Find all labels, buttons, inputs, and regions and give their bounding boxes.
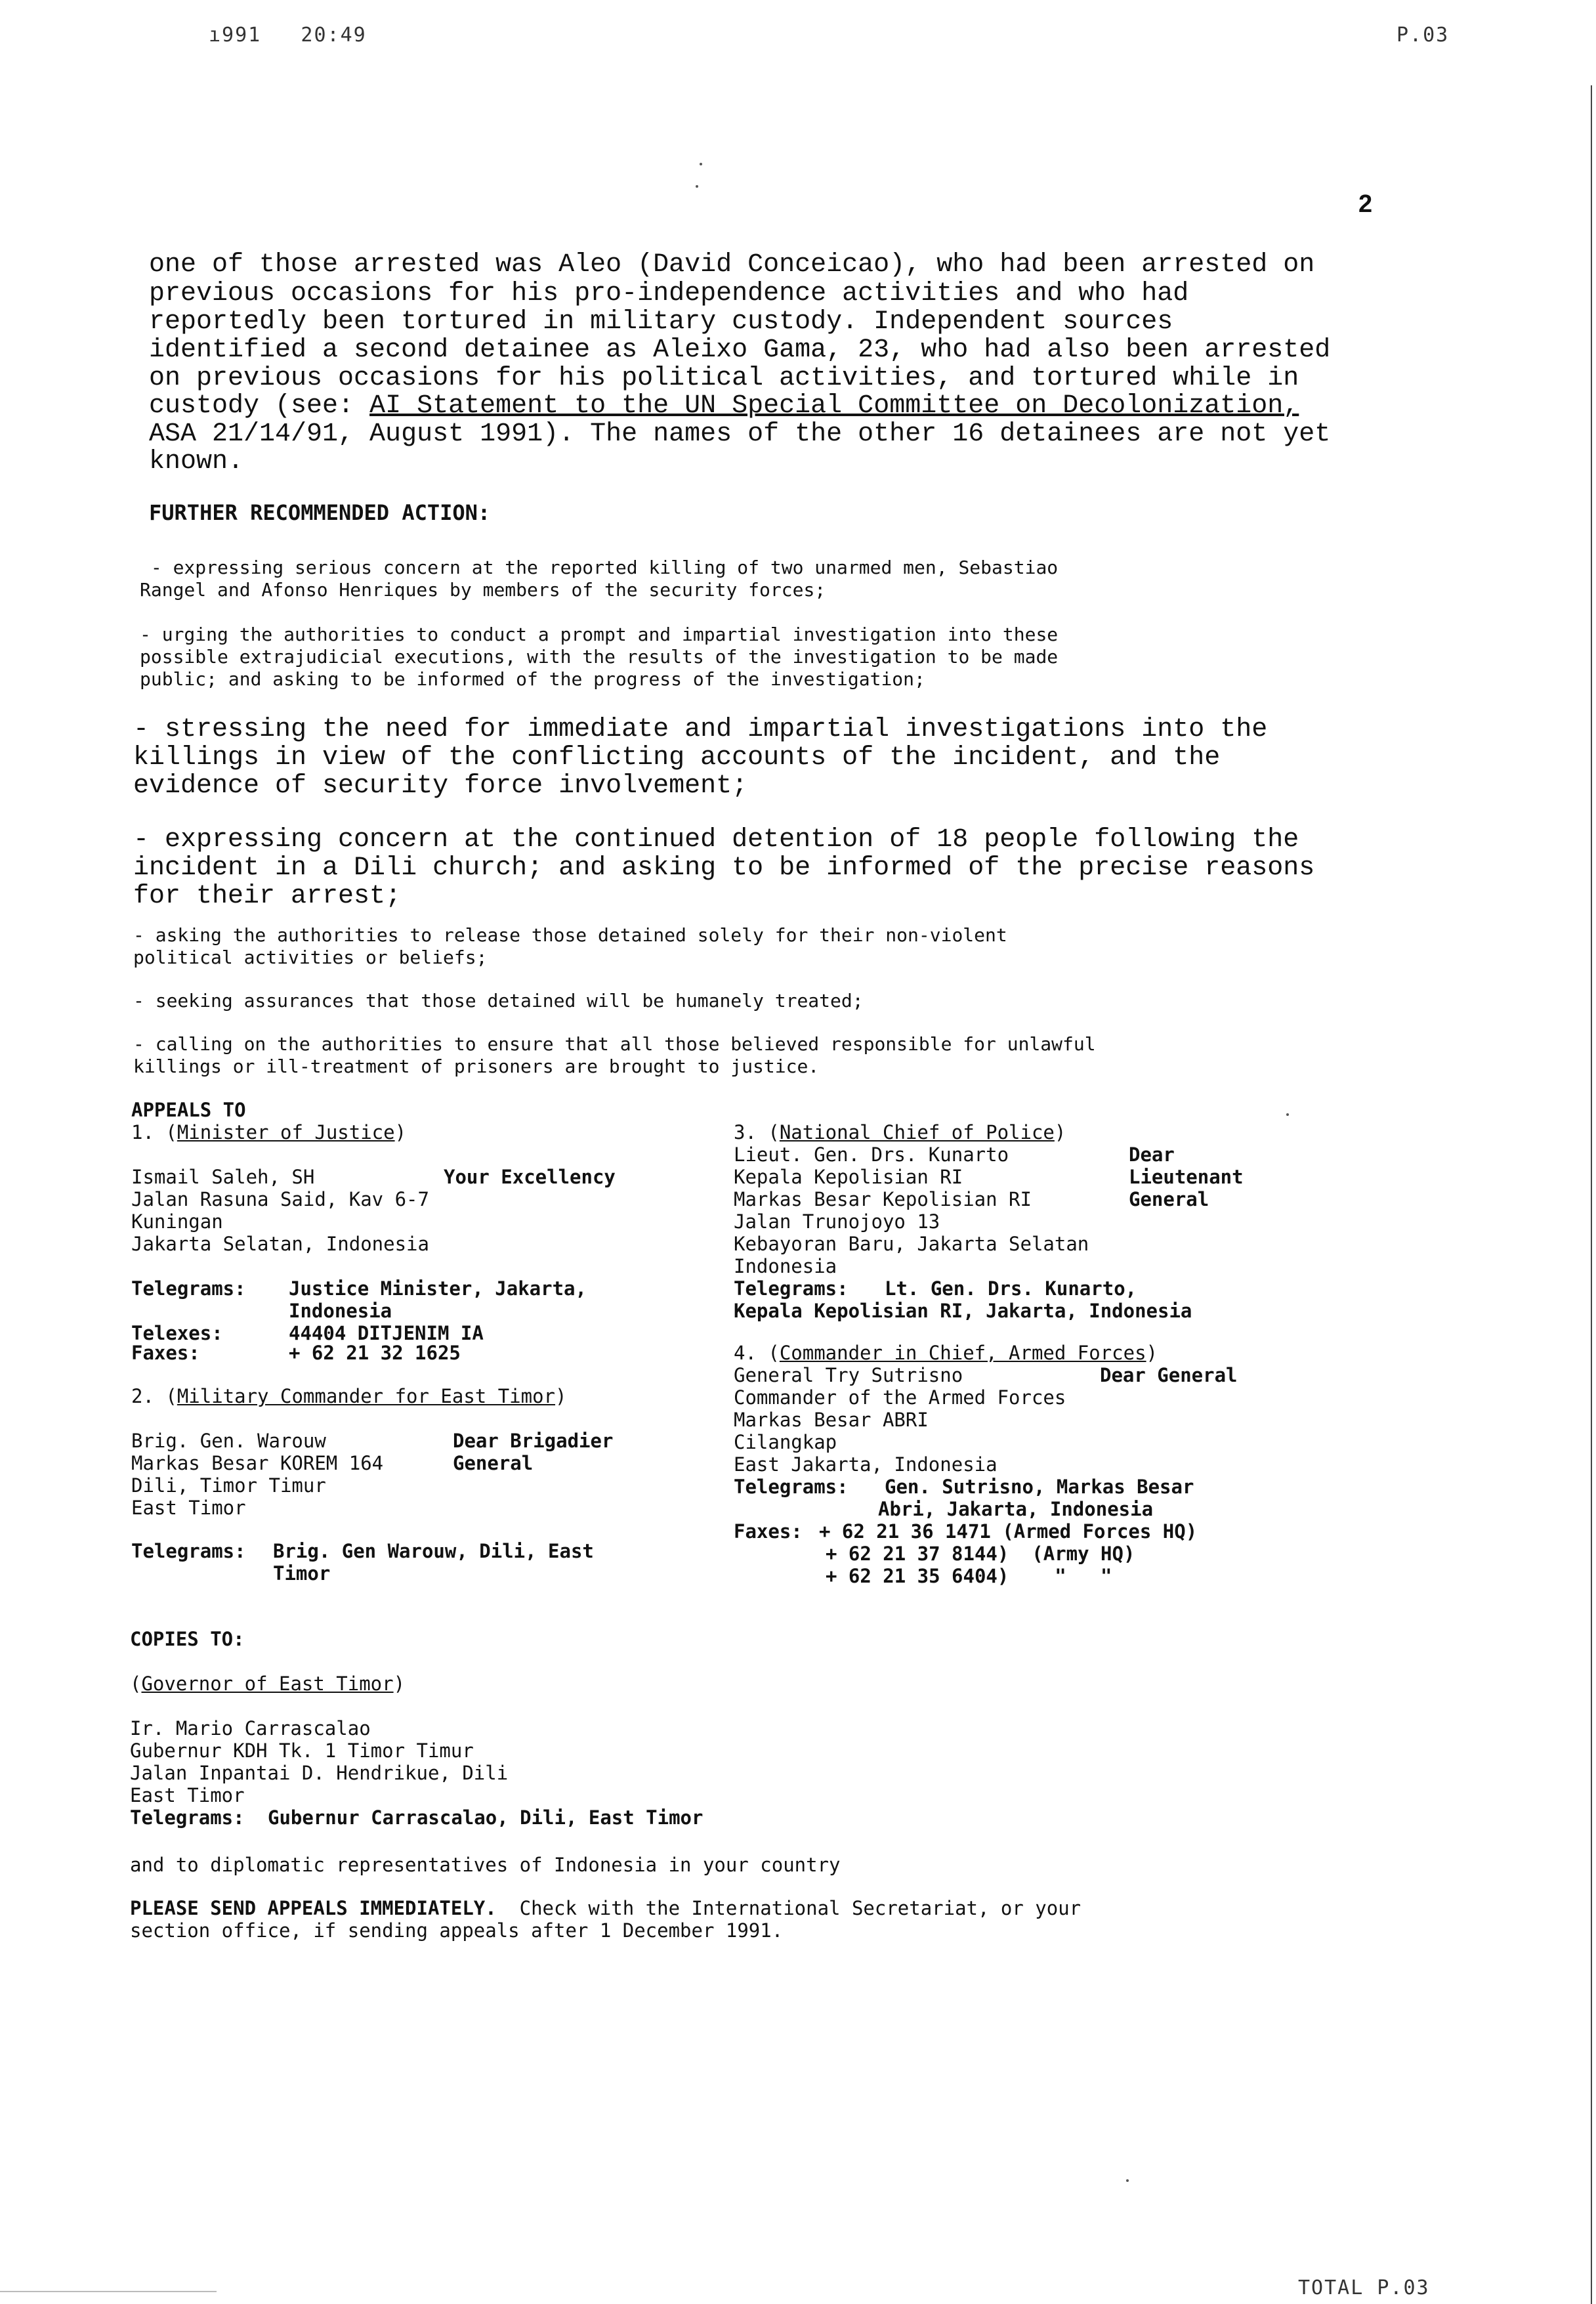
intro-line: previous occasions for his pro-independence activities and who had [149, 279, 1189, 309]
salutation: General [1129, 1188, 1209, 1210]
action-item: public; and asking to be informed of the progress of the investigation; [140, 668, 925, 690]
fax-total-pages: TOTAL P.03 [1298, 2276, 1430, 2299]
salutation: Lieutenant [1129, 1166, 1244, 1188]
address-line: East Timor [131, 1497, 246, 1519]
scan-speck [700, 163, 702, 165]
intro-line: reportedly been tortured in military custody. Independent sources [149, 307, 1173, 337]
scan-speck [696, 185, 698, 188]
address-line: Commander of the Armed Forces [734, 1386, 1066, 1409]
address-line: Jalan Inpantai D. Hendrikue, Dili [130, 1762, 509, 1784]
appeal-number: 2. ( [131, 1385, 177, 1407]
action-item: killings or ill-treatment of prisoners are brought to justice. [133, 1056, 820, 1077]
closing-line: section office, if sending appeals after 1 December 1991. [130, 1919, 784, 1942]
intro-line: identified a second detainee as Aleixo Gama, 23, who had also been arrested [149, 335, 1331, 365]
appeal-paren: ) [1146, 1342, 1158, 1364]
telegrams-value: Indonesia [289, 1300, 392, 1322]
copies-recipient-title [130, 1673, 405, 1695]
address-line: East Jakarta, Indonesia [734, 1453, 998, 1476]
further-action-heading: FURTHER RECOMMENDED ACTION: [149, 500, 491, 525]
appeal-recipient: National Chief of Police [779, 1121, 1055, 1143]
intro-line [149, 392, 1299, 421]
faxes-value: + 62 21 35 6404) " " [826, 1565, 1112, 1587]
appeal-recipient: Commander in Chief, Armed Forces [779, 1342, 1146, 1364]
closing-emphasis: PLEASE SEND APPEALS IMMEDIATELY. [130, 1897, 497, 1919]
telegrams-value: Timor [273, 1562, 331, 1585]
address-line: Markas Besar KOREM 164 [131, 1452, 384, 1474]
appeals-heading: APPEALS TO [131, 1099, 246, 1121]
action-item: - stressing the need for immediate and impartial investigations into the [133, 715, 1268, 744]
scan-edge-line [1591, 85, 1592, 2304]
faxes-label: Faxes: [734, 1520, 803, 1543]
address-line: Kepala Kepolisian RI [734, 1166, 963, 1188]
action-item: - asking the authorities to release those detained solely for their non-violent [133, 924, 1007, 946]
appeal-paren: ) [1054, 1121, 1066, 1143]
action-item: - expressing serious concern at the reported killing of two unarmed men, Sebastiao [140, 557, 1059, 578]
faxes-value: + 62 21 32 1625 [289, 1342, 461, 1364]
telegrams-label: Telegrams: [734, 1277, 849, 1300]
appeal-title [131, 1385, 566, 1407]
faxes-value: + 62 21 36 1471 (Armed Forces HQ) [819, 1520, 1198, 1543]
salutation: General [453, 1452, 534, 1474]
telexes-label: Telexes: [131, 1322, 223, 1344]
appeal-number: 4. ( [734, 1342, 780, 1364]
appeal-number: 1. ( [131, 1121, 177, 1143]
fax-page-indicator: P.03 [1396, 24, 1450, 47]
action-item: - seeking assurances that those detained will be humanely treated; [133, 990, 864, 1012]
intro-line: on previous occasions for his political activities, and tortured while in [149, 364, 1299, 393]
appeal-title [734, 1121, 1066, 1143]
action-item: - calling on the authorities to ensure that all those believed responsible for unlawful [133, 1033, 1096, 1055]
appeal-number: 3. ( [734, 1121, 780, 1143]
address-line: Kuningan [131, 1210, 223, 1233]
intro-line: known. [149, 447, 244, 477]
faxes-value: + 62 21 37 8144) (Army HQ) [826, 1543, 1135, 1565]
salutation: Dear [1129, 1143, 1175, 1166]
address-line: Indonesia [734, 1255, 837, 1277]
recipient-name: Ismail Saleh, SH [131, 1166, 315, 1188]
fax-date-time: ı991 20:49 [209, 24, 367, 47]
telegrams-label: Telegrams: [131, 1540, 246, 1562]
address-line: Kebayoran Baru, Jakarta Selatan [734, 1233, 1089, 1255]
salutation: Dear General [1100, 1364, 1238, 1386]
copies-recipient: Governor of East Timor [141, 1673, 394, 1695]
recipient-name: Lieut. Gen. Drs. Kunarto [734, 1143, 1009, 1166]
telegrams-label: Telegrams: [130, 1806, 245, 1829]
action-item: for their arrest; [133, 882, 402, 911]
appeal-paren: ) [555, 1385, 567, 1407]
action-item: - urging the authorities to conduct a prompt and impartial investigation into these [140, 624, 1059, 645]
address-line: Gubernur KDH Tk. 1 Timor Timur [130, 1739, 474, 1762]
action-item: killings in view of the conflicting accounts of the incident, and the [133, 743, 1221, 773]
address-line: Dili, Timor Timur [131, 1474, 326, 1497]
copies-paren: ) [393, 1673, 406, 1695]
scan-bottom-line [0, 2291, 217, 2292]
appeal-recipient: Military Commander for East Timor [177, 1385, 556, 1407]
salutation: Dear Brigadier [453, 1430, 614, 1452]
scan-speck [1126, 2179, 1129, 2182]
action-item: - expressing concern at the continued detention of 18 people following the [133, 825, 1299, 855]
closing-text: Check with the International Secretariat, or your [496, 1897, 1082, 1919]
telegrams-value: Gen. Sutrisno, Markas Besar [885, 1476, 1194, 1498]
copies-heading: COPIES TO: [130, 1628, 245, 1650]
intro-text: custody (see: [149, 391, 370, 421]
salutation: Your Excellency [444, 1166, 616, 1188]
recipient-name: Brig. Gen. Warouw [131, 1430, 326, 1452]
page-number: 2 [1358, 190, 1373, 218]
telegrams-label: Telegrams: [131, 1277, 246, 1300]
address-line: Markas Besar Kepolisian RI [734, 1188, 1032, 1210]
recipient-name: General Try Sutrisno [734, 1364, 963, 1386]
telegrams-label: Telegrams: [734, 1476, 849, 1498]
telegrams-value: Kepala Kepolisian RI, Jakarta, Indonesia [734, 1300, 1192, 1322]
telegrams-value: Abri, Jakarta, Indonesia [878, 1498, 1154, 1520]
address-line: Cilangkap [734, 1431, 837, 1453]
action-item: incident in a Dili church; and asking to be informed of the precise reasons [133, 853, 1315, 883]
appeal-title [734, 1342, 1158, 1364]
address-line: Markas Besar ABRI [734, 1409, 929, 1431]
address-line: East Timor [130, 1784, 245, 1806]
address-line: Jalan Rasuna Said, Kav 6-7 [131, 1188, 429, 1210]
faxes-label: Faxes: [131, 1342, 200, 1364]
intro-line: one of those arrested was Aleo (David Conceicao), who had been arrested on [149, 250, 1315, 280]
telegrams-value: Justice Minister, Jakarta, [289, 1277, 587, 1300]
appeal-paren: ) [394, 1121, 407, 1143]
address-line: Jakarta Selatan, Indonesia [131, 1233, 429, 1255]
appeal-title [131, 1121, 406, 1143]
telexes-value: 44404 DITJENIM IA [289, 1322, 484, 1344]
address-line: Jalan Trunojoyo 13 [734, 1210, 940, 1233]
scan-speck [1286, 1113, 1289, 1116]
closing-line [130, 1897, 1081, 1919]
action-item: Rangel and Afonso Henriques by members of the security forces; [140, 579, 826, 601]
recipient-name: Ir. Mario Carrascalao [130, 1717, 371, 1739]
telegrams-value: Brig. Gen Warouw, Dili, East [273, 1540, 594, 1562]
reference-link: AI Statement to the UN Special Committee on Decolonization, [369, 391, 1299, 421]
action-item: political activities or beliefs; [133, 947, 488, 968]
action-item: possible extrajudicial executions, with the results of the investigation to be made [140, 646, 1059, 668]
intro-line: ASA 21/14/91, August 1991). The names of the other 16 detainees are not yet [149, 419, 1331, 449]
telegrams-value: Lt. Gen. Drs. Kunarto, [885, 1277, 1137, 1300]
appeal-recipient: Minister of Justice [177, 1121, 395, 1143]
copies-paren: ( [130, 1673, 142, 1695]
diplomatic-note: and to diplomatic representatives of Indonesia in your country [130, 1854, 841, 1876]
telegrams-value: Gubernur Carrascalao, Dili, East Timor [268, 1806, 704, 1829]
action-item: evidence of security force involvement; [133, 771, 748, 801]
